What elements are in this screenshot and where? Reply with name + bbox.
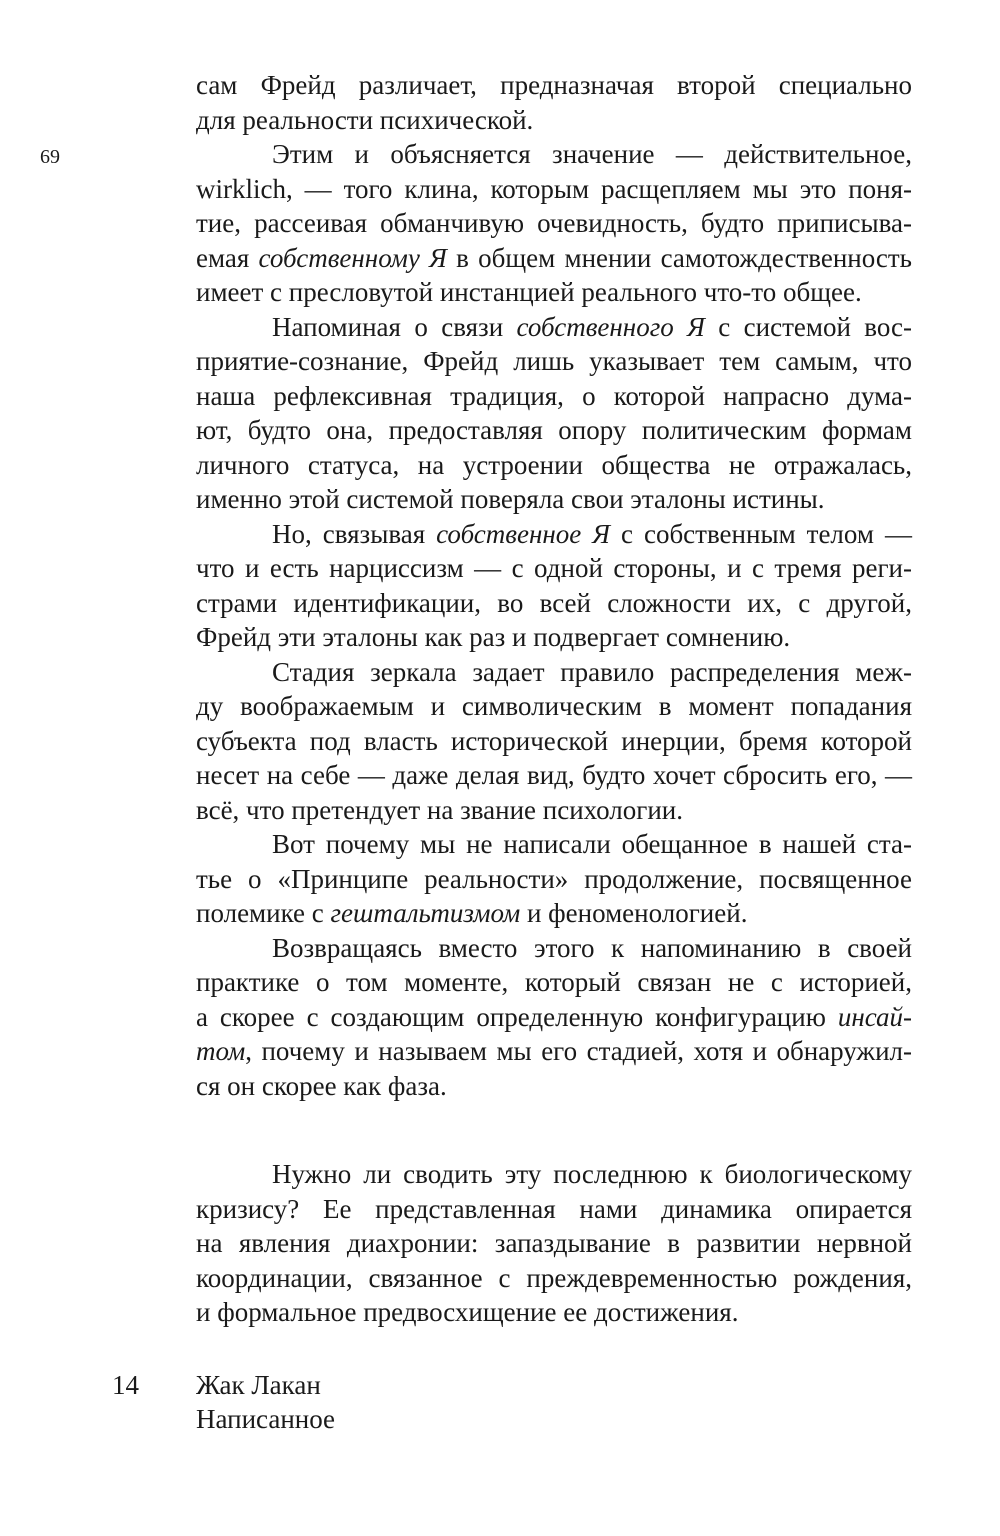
- text-line: [196, 241, 912, 276]
- text-line: [196, 103, 912, 138]
- text-line: [196, 482, 912, 517]
- text-run: на явления диахронии: запаздывание в развитии нервной: [196, 1228, 912, 1258]
- text-line: [196, 344, 912, 379]
- text-run: с собственным телом —: [610, 518, 912, 549]
- text-line: [196, 206, 912, 241]
- paragraph: [196, 310, 912, 517]
- text-run: практике о том моменте, который связан не с историей,: [196, 967, 912, 997]
- text-run: wirklich, — того клина, которым расщепляем мы это поня-: [196, 173, 912, 204]
- text-line: [196, 689, 912, 724]
- italic-term: собственного Я: [516, 311, 705, 342]
- text-line: [196, 379, 912, 414]
- text-run: , почему и называем мы его стадией, хотя и обнаружил-: [245, 1036, 912, 1066]
- text-run: Возвращаясь вместо этого к напоминанию в своей: [272, 932, 912, 963]
- text-run: емая: [196, 242, 259, 273]
- text-run: субъекта под власть исторической инерции, бремя которой: [196, 725, 912, 756]
- text-line: [196, 448, 912, 483]
- paragraph: [196, 137, 912, 310]
- text-line: [196, 1000, 912, 1035]
- text-run: Этим и объясняется значение — действительное,: [272, 139, 912, 169]
- text-line: [196, 551, 912, 586]
- text-run: и формальное предвосхищение ее достижения.: [196, 1297, 739, 1327]
- text-line: [196, 172, 912, 207]
- text-run: с системой вос-: [704, 311, 913, 342]
- text-line: [196, 655, 912, 690]
- body-text: [196, 68, 912, 1330]
- text-line: [196, 1069, 912, 1104]
- text-run: несет на себе — даже делая вид, будто хочет сбросить его, —: [196, 760, 912, 790]
- text-line: [196, 275, 912, 310]
- text-line: [196, 793, 912, 828]
- text-line: [196, 1295, 912, 1330]
- text-run: тие, рассеивая обманчивую очевидность, будто приписыва-: [196, 208, 912, 238]
- text-run: полемике с: [196, 898, 331, 928]
- text-line: [196, 862, 912, 897]
- text-run: в общем мнении самотождественность: [446, 242, 912, 273]
- text-line: [196, 517, 912, 552]
- text-line: [196, 413, 912, 448]
- text-line: [196, 724, 912, 759]
- text-run: сам Фрейд различает, предназначая второй специально: [196, 70, 912, 100]
- text-line: [196, 896, 912, 931]
- text-run: имеет с пресловутой инстанцией реального что-то общее.: [196, 277, 862, 307]
- paragraph: [196, 1157, 912, 1330]
- text-line: [196, 1261, 912, 1296]
- italic-term: гештальтизмом: [330, 898, 521, 928]
- paragraph: [196, 517, 912, 655]
- text-run: а скорее с создающим определенную конфигурацию: [196, 1001, 838, 1032]
- text-run: Стадия зеркала задает правило распределения меж-: [272, 656, 912, 687]
- text-run: для реальности психической.: [196, 104, 534, 135]
- text-line: [196, 68, 912, 103]
- text-run: Но, связывая: [272, 518, 437, 549]
- running-head-author: Жак Лакан: [196, 1370, 321, 1400]
- text-run: наша рефлексивная традиция, о которой напрасно дума-: [196, 380, 912, 411]
- text-line: [196, 1157, 912, 1192]
- paragraph: [196, 655, 912, 828]
- text-line: [196, 1226, 912, 1261]
- text-run: именно этой системой поверяла свои эталоны истины.: [196, 484, 825, 514]
- paragraph: [196, 68, 912, 137]
- text-line: [196, 1034, 912, 1069]
- text-run: Фрейд эти эталоны как раз и подвергает сомнению.: [196, 622, 791, 652]
- text-run: приятие-сознание, Фрейд лишь указывает тем самым, что: [196, 346, 912, 376]
- text-run: Вот почему мы не написали обещанное в нашей ста-: [272, 829, 912, 859]
- text-run: Напоминая о связи: [272, 311, 517, 342]
- italic-term: том: [196, 1036, 246, 1066]
- text-line: [196, 758, 912, 793]
- text-run: ся он скорее как фаза.: [196, 1070, 447, 1101]
- text-run: ду воображаемым и символическим в момент попадания: [196, 691, 912, 721]
- running-head-book-title: Написанное: [196, 1404, 336, 1434]
- text-line: [196, 1192, 912, 1227]
- text-run: кризису? Ее представленная нами динамика опирается: [196, 1193, 912, 1224]
- text-run: страми идентификации, во всей сложности их, с другой,: [196, 587, 912, 618]
- italic-term: инсай-: [837, 1001, 912, 1032]
- text-run: и феноменологией.: [520, 898, 748, 928]
- text-line: [196, 965, 912, 1000]
- text-run: тье о «Принципе реальности» продолжение, посвященное: [196, 863, 912, 894]
- text-line: [196, 827, 912, 862]
- text-line: [196, 586, 912, 621]
- text-run: ют, будто она, предоставляя опору политическим формам: [196, 415, 912, 445]
- margin-page-number: 69: [40, 146, 60, 168]
- paragraph: [196, 931, 912, 1104]
- text-line: [196, 620, 912, 655]
- text-line: [196, 931, 912, 966]
- text-run: координации, связанное с преждевременностью рождения,: [196, 1262, 912, 1293]
- paragraph-gap: [196, 1103, 912, 1157]
- italic-term: собственному Я: [258, 242, 447, 273]
- paragraph: [196, 827, 912, 931]
- text-run: всё, что претендует на звание психологии.: [196, 794, 683, 825]
- page-number: 14: [112, 1370, 139, 1400]
- text-run: что и есть нарциссизм — с одной стороны, и с тремя реги-: [196, 553, 912, 583]
- text-line: [196, 137, 912, 172]
- italic-term: собственное Я: [436, 518, 610, 549]
- text-line: [196, 310, 912, 345]
- text-run: Нужно ли сводить эту последнюю к биологическому: [272, 1159, 912, 1189]
- text-run: личного статуса, на устроении общества не отражалась,: [196, 449, 912, 480]
